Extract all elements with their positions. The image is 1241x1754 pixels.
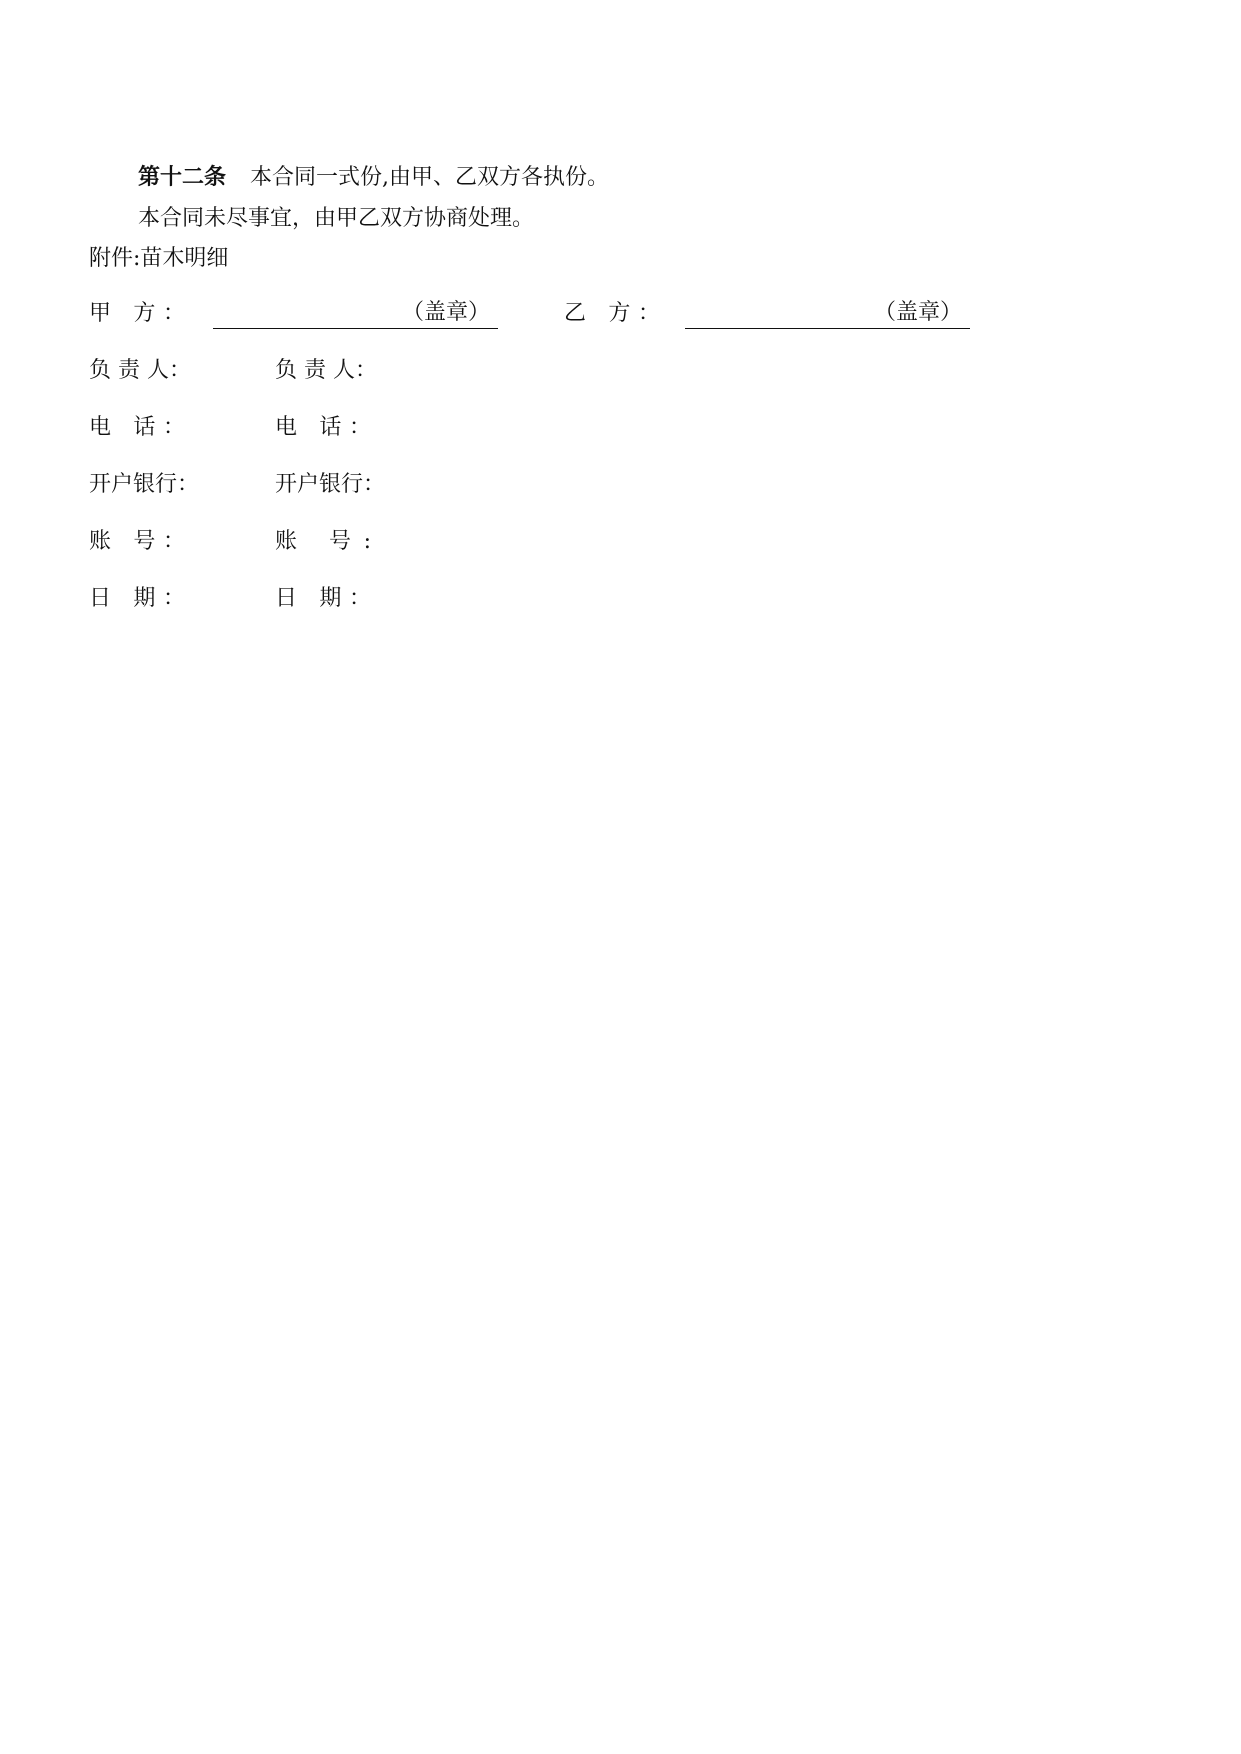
misc-clause: 本合同未尽事宜，由甲乙双方协商处理。	[138, 206, 535, 231]
party-a-bank	[89, 471, 200, 499]
party-b-bank	[275, 471, 386, 499]
field-label: 账 号:	[275, 529, 371, 554]
party-a-phone	[89, 414, 185, 442]
party-b-account	[275, 528, 371, 556]
field-label: 电 话：	[89, 415, 185, 440]
article-12-line	[138, 164, 609, 192]
party-a-signature-line	[213, 300, 498, 329]
party-b-label-wrap	[564, 300, 660, 328]
party-b-seal: （盖章）	[873, 300, 962, 325]
party-a-label-wrap	[89, 300, 185, 328]
field-label: 电 话：	[275, 415, 371, 440]
field-label: 开户银行：	[89, 472, 200, 497]
party-a-account	[89, 528, 185, 556]
attachment-line: 附件:苗木明细	[89, 246, 229, 271]
article-12-label: 第十二条	[138, 165, 227, 190]
party-a-date	[89, 585, 185, 613]
field-label: 开户银行：	[275, 472, 386, 497]
party-b-signature-line	[685, 300, 970, 329]
party-b-contact-person	[275, 357, 377, 385]
field-label: 日 期：	[89, 586, 185, 611]
party-b-phone	[275, 414, 371, 442]
party-a-contact-person	[89, 357, 191, 385]
field-label: 负 责 人：	[275, 358, 377, 383]
field-label: 负 责 人：	[89, 358, 191, 383]
party-a-seal: （盖章）	[401, 300, 490, 325]
party-b-date	[275, 585, 371, 613]
party-b-label: 乙 方：	[564, 301, 660, 326]
field-label: 账 号：	[89, 529, 185, 554]
article-12-text: 本合同一式份,由甲、乙双方各执份。	[250, 165, 610, 190]
party-a-label: 甲 方：	[89, 301, 185, 326]
field-label: 日 期：	[275, 586, 371, 611]
